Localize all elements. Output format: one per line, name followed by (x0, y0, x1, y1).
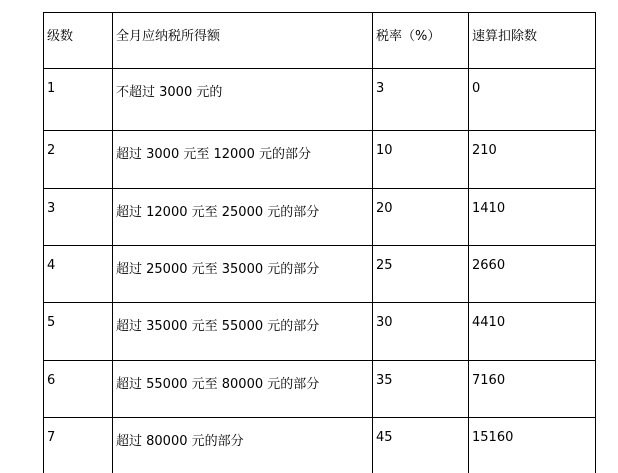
cell-income: 超过 35000 元至 55000 元的部分 (113, 303, 373, 361)
cell-deduction: 4410 (469, 303, 596, 361)
table-row (44, 69, 596, 131)
cell-rate: 20 (373, 189, 469, 246)
cell-deduction: 15160 (469, 418, 596, 473)
cell-rate: 30 (373, 303, 469, 361)
column-header-rate: 税率（%） (373, 13, 469, 69)
cell-income: 超过 12000 元至 25000 元的部分 (113, 189, 373, 246)
cell-level: 5 (44, 303, 113, 361)
cell-deduction: 7160 (469, 361, 596, 418)
cell-income: 超过 3000 元至 12000 元的部分 (113, 131, 373, 189)
cell-income: 超过 55000 元至 80000 元的部分 (113, 361, 373, 418)
table-row (44, 418, 596, 473)
table-row (44, 246, 596, 303)
cell-income: 超过 25000 元至 35000 元的部分 (113, 246, 373, 303)
cell-income: 不超过 3000 元的 (113, 69, 373, 131)
cell-rate: 45 (373, 418, 469, 473)
cell-income: 超过 80000 元的部分 (113, 418, 373, 473)
cell-deduction: 2660 (469, 246, 596, 303)
cell-rate: 3 (373, 69, 469, 131)
cell-level: 6 (44, 361, 113, 418)
cell-level: 3 (44, 189, 113, 246)
column-header-level: 级数 (44, 13, 113, 69)
cell-level: 4 (44, 246, 113, 303)
cell-level: 2 (44, 131, 113, 189)
cell-rate: 35 (373, 361, 469, 418)
table-row (44, 189, 596, 246)
table-row (44, 303, 596, 361)
cell-deduction: 210 (469, 131, 596, 189)
cell-deduction: 1410 (469, 189, 596, 246)
column-header-deduction: 速算扣除数 (469, 13, 596, 69)
cell-rate: 10 (373, 131, 469, 189)
table-header-row (44, 13, 596, 69)
column-header-income: 全月应纳税所得额 (113, 13, 373, 69)
cell-deduction: 0 (469, 69, 596, 131)
cell-level: 7 (44, 418, 113, 473)
tax-rate-table (43, 12, 596, 473)
cell-level: 1 (44, 69, 113, 131)
table-row (44, 361, 596, 418)
cell-rate: 25 (373, 246, 469, 303)
table-row (44, 131, 596, 189)
